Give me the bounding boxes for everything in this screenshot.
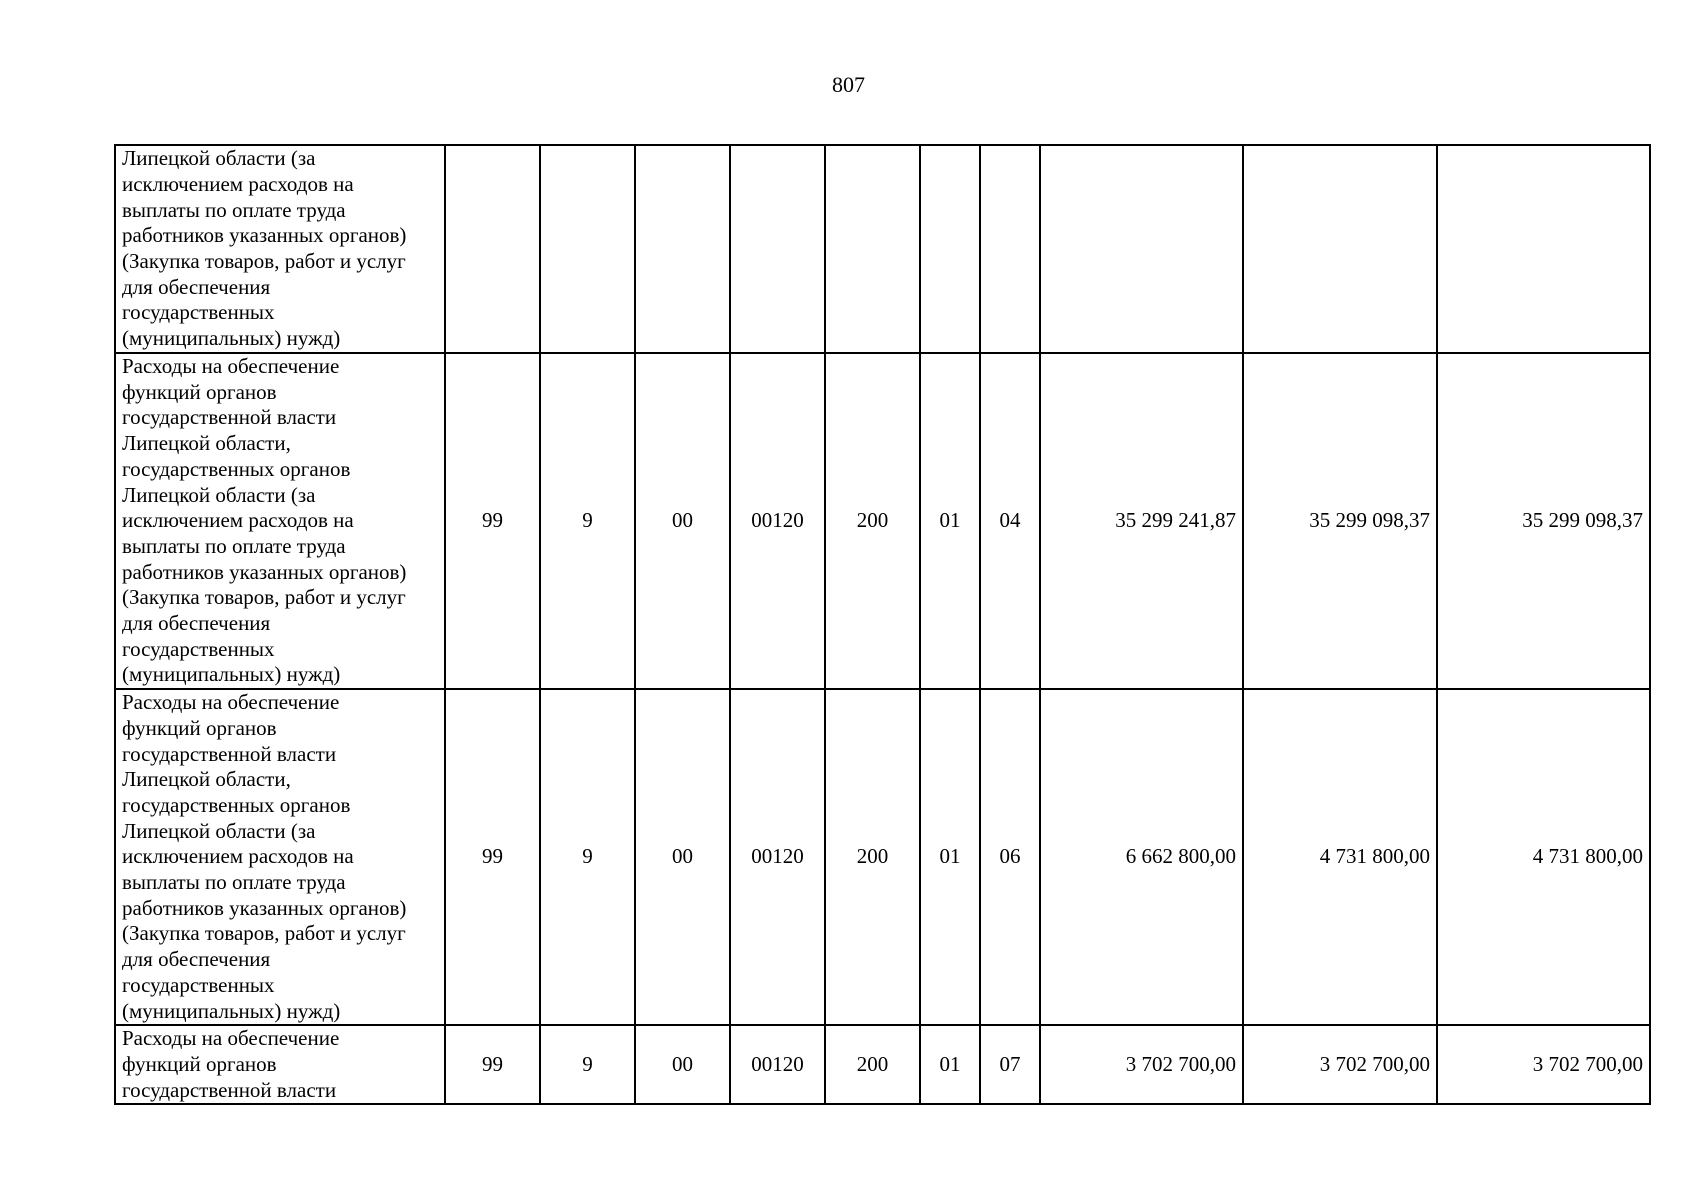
code-cell: 99 (445, 1025, 540, 1104)
code-cell: 9 (540, 1025, 635, 1104)
amount-cell (1437, 145, 1650, 353)
code-cell: 00 (635, 353, 730, 689)
code-cell (635, 145, 730, 353)
code-cell: 06 (980, 689, 1040, 1025)
code-cell (920, 145, 980, 353)
amount-cell: 35 299 098,37 (1243, 353, 1437, 689)
code-cell: 07 (980, 1025, 1040, 1104)
amount-cell: 35 299 241,87 (1040, 353, 1243, 689)
row-description: Расходы на обеспечение функций органов государственной власти Липецкой области, государственных органов Липецкой области (за исключением расходов на выплаты по оплате труда работников указанных органов) (Закупка товаров, работ и услуг для обеспечения государственных (муниципальных) нужд) (115, 353, 445, 689)
code-cell (980, 145, 1040, 353)
code-cell: 00120 (730, 353, 825, 689)
amount-cell: 3 702 700,00 (1243, 1025, 1437, 1104)
code-cell: 00 (635, 1025, 730, 1104)
code-cell: 00120 (730, 1025, 825, 1104)
amount-cell (1040, 145, 1243, 353)
table-row (115, 353, 1650, 689)
amount-cell: 3 702 700,00 (1040, 1025, 1243, 1104)
code-cell: 00120 (730, 689, 825, 1025)
table-row (115, 145, 1650, 353)
amount-cell: 35 299 098,37 (1437, 353, 1650, 689)
row-description: Липецкой области (за исключением расходов на выплаты по оплате труда работников указанных органов) (Закупка товаров, работ и услуг для обеспечения государственных (муниципальных) нужд) (115, 145, 445, 353)
amount-cell: 4 731 800,00 (1243, 689, 1437, 1025)
code-cell (825, 145, 920, 353)
code-cell (540, 145, 635, 353)
page-number: 807 (832, 72, 865, 97)
budget-table (114, 144, 1651, 1105)
code-cell: 00 (635, 689, 730, 1025)
row-description: Расходы на обеспечение функций органов государственной власти Липецкой области, государственных органов Липецкой области (за исключением расходов на выплаты по оплате труда работников указанных органов) (Закупка товаров, работ и услуг для обеспечения государственных (муниципальных) нужд) (115, 689, 445, 1025)
amount-cell: 3 702 700,00 (1437, 1025, 1650, 1104)
code-cell (730, 145, 825, 353)
code-cell: 9 (540, 353, 635, 689)
code-cell: 01 (920, 689, 980, 1025)
code-cell: 200 (825, 689, 920, 1025)
code-cell: 99 (445, 689, 540, 1025)
amount-cell (1243, 145, 1437, 353)
table-row (115, 689, 1650, 1025)
amount-cell: 6 662 800,00 (1040, 689, 1243, 1025)
code-cell: 200 (825, 1025, 920, 1104)
amount-cell: 4 731 800,00 (1437, 689, 1650, 1025)
code-cell: 99 (445, 353, 540, 689)
code-cell: 01 (920, 1025, 980, 1104)
code-cell (445, 145, 540, 353)
code-cell: 9 (540, 689, 635, 1025)
row-description: Расходы на обеспечение функций органов государственной власти (115, 1025, 445, 1104)
code-cell: 01 (920, 353, 980, 689)
code-cell: 200 (825, 353, 920, 689)
code-cell: 04 (980, 353, 1040, 689)
table-row (115, 1025, 1650, 1104)
